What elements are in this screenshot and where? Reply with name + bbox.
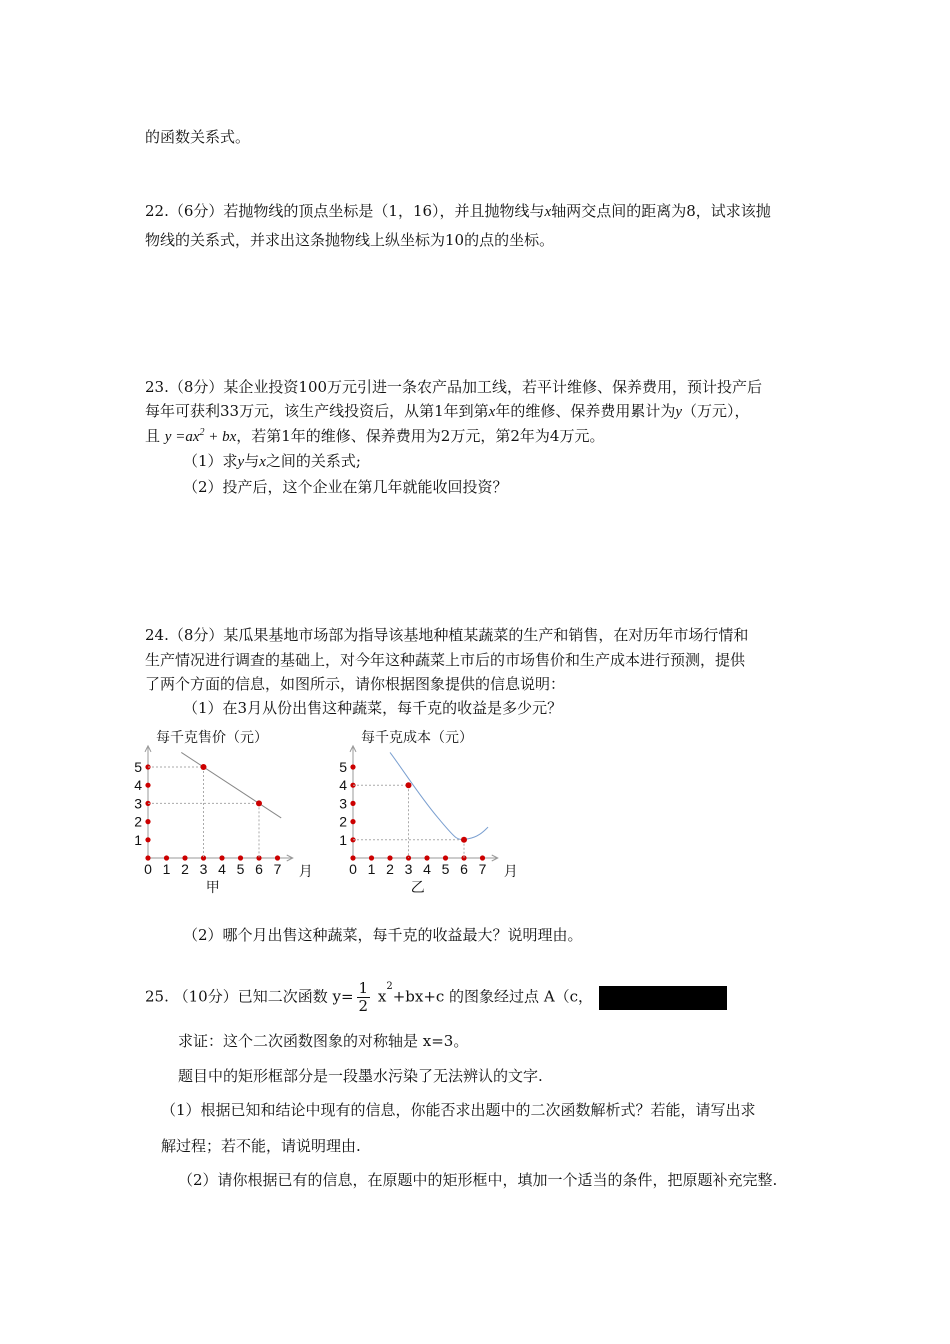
x-tick-label: 7 <box>478 861 487 877</box>
q24-sub1: （1）在3月从份出售这种蔬菜，每千克的收益是多少元？ <box>183 699 563 717</box>
x-tick-label: 2 <box>386 861 394 877</box>
y-tick-label: 3 <box>339 795 347 812</box>
chart-caption: 乙 <box>410 879 425 895</box>
y-tick-label: 1 <box>134 831 142 848</box>
y-tick-marker <box>350 764 355 769</box>
x-tick-label: 3 <box>404 861 413 877</box>
x-tick-label: 4 <box>423 861 431 877</box>
x-tick-marker <box>275 855 280 860</box>
x-tick-label: 6 <box>255 861 263 877</box>
chart-title: 每千克售价（元） <box>156 729 268 745</box>
q23-formula: $y =ax^2$ + bx <box>164 427 237 445</box>
y-tick-marker <box>350 801 355 806</box>
x-tick-marker <box>480 855 485 860</box>
x-tick-marker <box>238 855 243 860</box>
q25-prove: 求证：这个二次函数图象的对称轴是 x=3。 <box>178 1032 469 1050</box>
q23-line1: 23.（8分）某企业投资100万元引进一条农产品加工线，若平计维修、保养费用，预计投产后 <box>145 378 763 396</box>
y-tick-marker <box>145 837 150 842</box>
x-tick-marker <box>182 855 187 860</box>
x-tick-label: 3 <box>199 861 208 877</box>
y-tick-label: 2 <box>339 813 347 830</box>
x-tick-label: 6 <box>460 861 468 877</box>
x-tick-marker <box>145 855 150 860</box>
q22-line1: 22.（6分）若抛物线的顶点坐标是（1，16），并且抛物线与x轴两交点间的距离为8，试求该抛 <box>145 202 771 220</box>
x-tick-marker <box>350 855 355 860</box>
y-tick-label: 2 <box>134 813 142 830</box>
y-tick-label: 1 <box>339 831 347 848</box>
x-tick-marker <box>424 855 429 860</box>
x-tick-label: 1 <box>367 861 376 877</box>
data-point <box>256 800 262 806</box>
q24-line3: 了两个方面的信息，如图所示，请你根据图象提供的信息说明： <box>145 675 566 693</box>
x-tick-label: 5 <box>441 861 450 877</box>
y-tick-label: 3 <box>134 795 142 812</box>
x-tick-marker <box>443 855 448 860</box>
chart-cost <box>325 720 525 900</box>
x-tick-marker <box>164 855 169 860</box>
y-tick-label: 5 <box>134 759 142 775</box>
q23-sub1: （1）求y与x之间的关系式; <box>183 452 361 470</box>
y-tick-marker <box>145 819 150 824</box>
ink-blot <box>599 986 727 1010</box>
x-axis-label: 月 <box>503 863 518 879</box>
x-tick-marker <box>219 855 224 860</box>
series-line <box>181 752 281 818</box>
x-tick-label: 0 <box>349 861 357 877</box>
q25-sub1-b: 解过程；若不能，请说明理由. <box>161 1137 361 1155</box>
x-tick-label: 7 <box>273 861 282 877</box>
data-point <box>406 782 412 788</box>
q23-line3: 且 $y =ax^2$ + bx，若第1年的维修、保养费用为2万元，第2年为4万元。 <box>145 427 605 445</box>
x-tick-label: 4 <box>218 861 226 877</box>
x-tick-marker <box>369 855 374 860</box>
x-tick-marker <box>387 855 392 860</box>
x-tick-label: 2 <box>181 861 189 877</box>
y-tick-marker <box>145 783 150 788</box>
y-tick-label: 4 <box>134 777 142 794</box>
q22-line2: 物线的关系式，并求出这条抛物线上纵坐标为10的点的坐标。 <box>145 231 555 249</box>
data-point <box>201 764 207 770</box>
q23-line2: 每年可获利33万元，该生产线投资后，从第1年到第x年的维修、保养费用累计为y（万元）， <box>145 402 750 420</box>
y-tick-marker <box>350 819 355 824</box>
q24-line1: 24.（8分）某瓜果基地市场部为指导该基地种植某蔬菜的生产和销售，在对历年市场行情和 <box>145 626 749 644</box>
series-curve <box>390 752 488 839</box>
q25-line1: 25. （10分）已知二次函数 y= $\frac{1}{2}$ $x^2+bx+c$ 的图象经过点 A（c， <box>145 980 727 1015</box>
x-tick-label: 0 <box>144 861 152 877</box>
y-tick-label: 4 <box>339 777 347 794</box>
chart-price <box>120 720 320 900</box>
q25-note: 题目中的矩形框部分是一段墨水污染了无法辨认的文字. <box>178 1067 543 1085</box>
y-tick-label: 5 <box>339 759 347 775</box>
data-point <box>461 837 467 843</box>
x-axis-label: 月 <box>298 863 313 879</box>
q25-sub1-a: （1）根据已知和结论中现有的信息，你能否求出题中的二次函数解析式？若能，请写出求 <box>161 1101 756 1119</box>
q25-sub2: （2）请你根据已有的信息，在原题中的矩形框中，填加一个适当的条件，把原题补充完整. <box>178 1171 778 1189</box>
chart-title: 每千克成本（元） <box>361 729 473 745</box>
chart-caption: 甲 <box>205 879 220 895</box>
q24-sub2: （2）哪个月出售这种蔬菜，每千克的收益最大？说明理由。 <box>183 926 583 944</box>
x-tick-label: 5 <box>236 861 245 877</box>
q25-fraction: $\frac{1}{2}$ <box>358 979 369 1015</box>
x-tick-label: 1 <box>162 861 171 877</box>
q23-sub2: （2）投产后，这个企业在第几年就能收回投资？ <box>183 478 508 496</box>
q24-line2: 生产情况进行调查的基础上，对今年这种蔬菜上市后的市场售价和生产成本进行预测，提供 <box>145 651 746 669</box>
q21-tail: 的函数关系式。 <box>145 128 251 146</box>
